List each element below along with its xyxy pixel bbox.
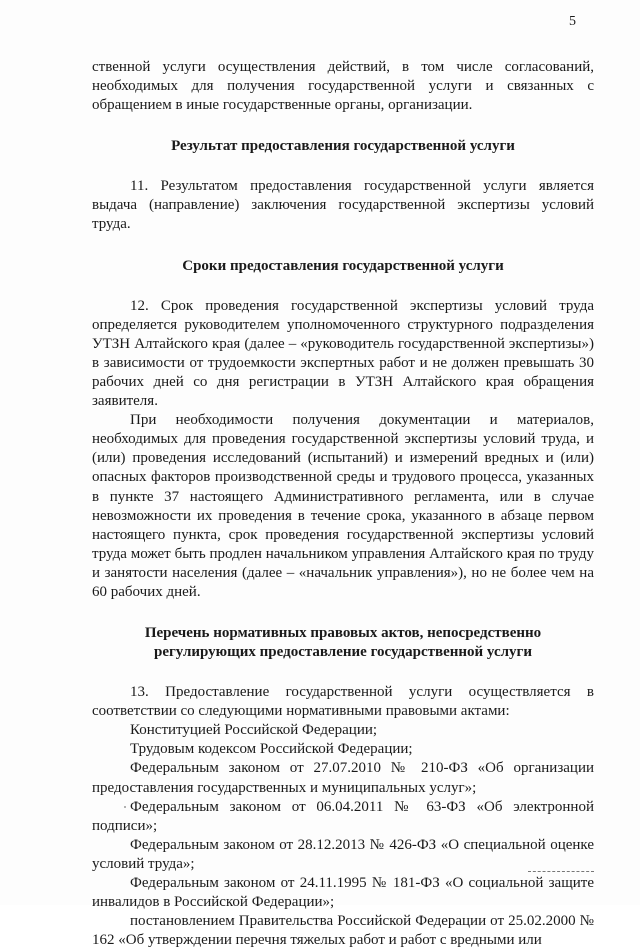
paragraph-12: 12. Срок проведения государственной экспертизы условий труда определяется руководителем уполномоченного структурного подразделения УТЗН Алтайского края (далее – «руководитель государственной экспертизы») в зависимости от трудоемкости экспертных работ и не должен превышать 30 рабочих дней со дня регистрации в УТЗН Алтайского края обращения заявителя.: [92, 297, 594, 410]
act-item-constitution: Конституцией Российской Федерации;: [130, 722, 378, 739]
acts-heading-line-2: регулирующих предоставление государственной услуги: [154, 644, 532, 661]
act-item-resolution-162: постановлением Правительства Российской Федерации от 25.02.2000 № 162 «Об утверждении перечня тяжелых работ и работ с вредными или: [92, 913, 594, 949]
paragraph-11: 11. Результатом предоставления государственной услуги является выдача (направление) заключения государственной экспертизы условий труда.: [92, 178, 594, 233]
scan-speck: [124, 806, 126, 808]
result-heading: Результат предоставления государственной услуги: [171, 138, 515, 155]
acts-heading-line-1: Перечень нормативных правовых актов, непосредственно: [144, 625, 542, 642]
act-item-labor-code: Трудовым кодексом Российской Федерации;: [130, 741, 413, 758]
paragraph-12-extension: При необходимости получения документации и материалов, необходимых для проведения государственной экспертизы условий труда, и (или) проведения исследований (испытаний) и измерений вредных и (или) опасных факторов производственной среды и трудового процесса, указанных в пункте 37 настоящего Административного регламента, или в случае невозможности их проведения в течение срока, указанного в абзаце первом настоящего пункта, срок проведения государственной экспертизы условий труда может быть продлен начальником управления Алтайского края по труду и занятости населения (далее – «начальник управления»), но не более чем на 60 рабочих дней.: [92, 412, 594, 600]
paragraph-13: 13. Предоставление государственной услуги осуществляется в соответствии со следующими нормативными правовыми актами:: [92, 684, 594, 720]
terms-heading: Сроки предоставления государственной услуги: [182, 257, 504, 274]
act-item-law-426: Федеральным законом от 28.12.2013 № 426-ФЗ «О специальной оценке условий труда»;: [92, 836, 594, 872]
acts-heading: [92, 624, 594, 662]
intro-paragraph: ственной услуги осуществления действий, в том числе согласований, необходимых для получения государственной услуги и связанных с обращением в иные государственные органы, организации.: [92, 59, 594, 114]
page-number: 5: [569, 14, 576, 29]
act-item-law-63: Федеральным законом от 06.04.2011 № 63-ФЗ «Об электронной подписи»;: [92, 798, 594, 834]
document-body: [92, 58, 594, 950]
act-item-law-210: Федеральным законом от 27.07.2010 № 210-ФЗ «Об организации предоставления государственных и муниципальных услуг»;: [92, 760, 594, 796]
act-item-law-181: Федеральным законом от 24.11.1995 № 181-ФЗ «О социальной защите инвалидов в Российской Федерации»;: [92, 875, 594, 911]
footer-rule: [528, 871, 594, 872]
